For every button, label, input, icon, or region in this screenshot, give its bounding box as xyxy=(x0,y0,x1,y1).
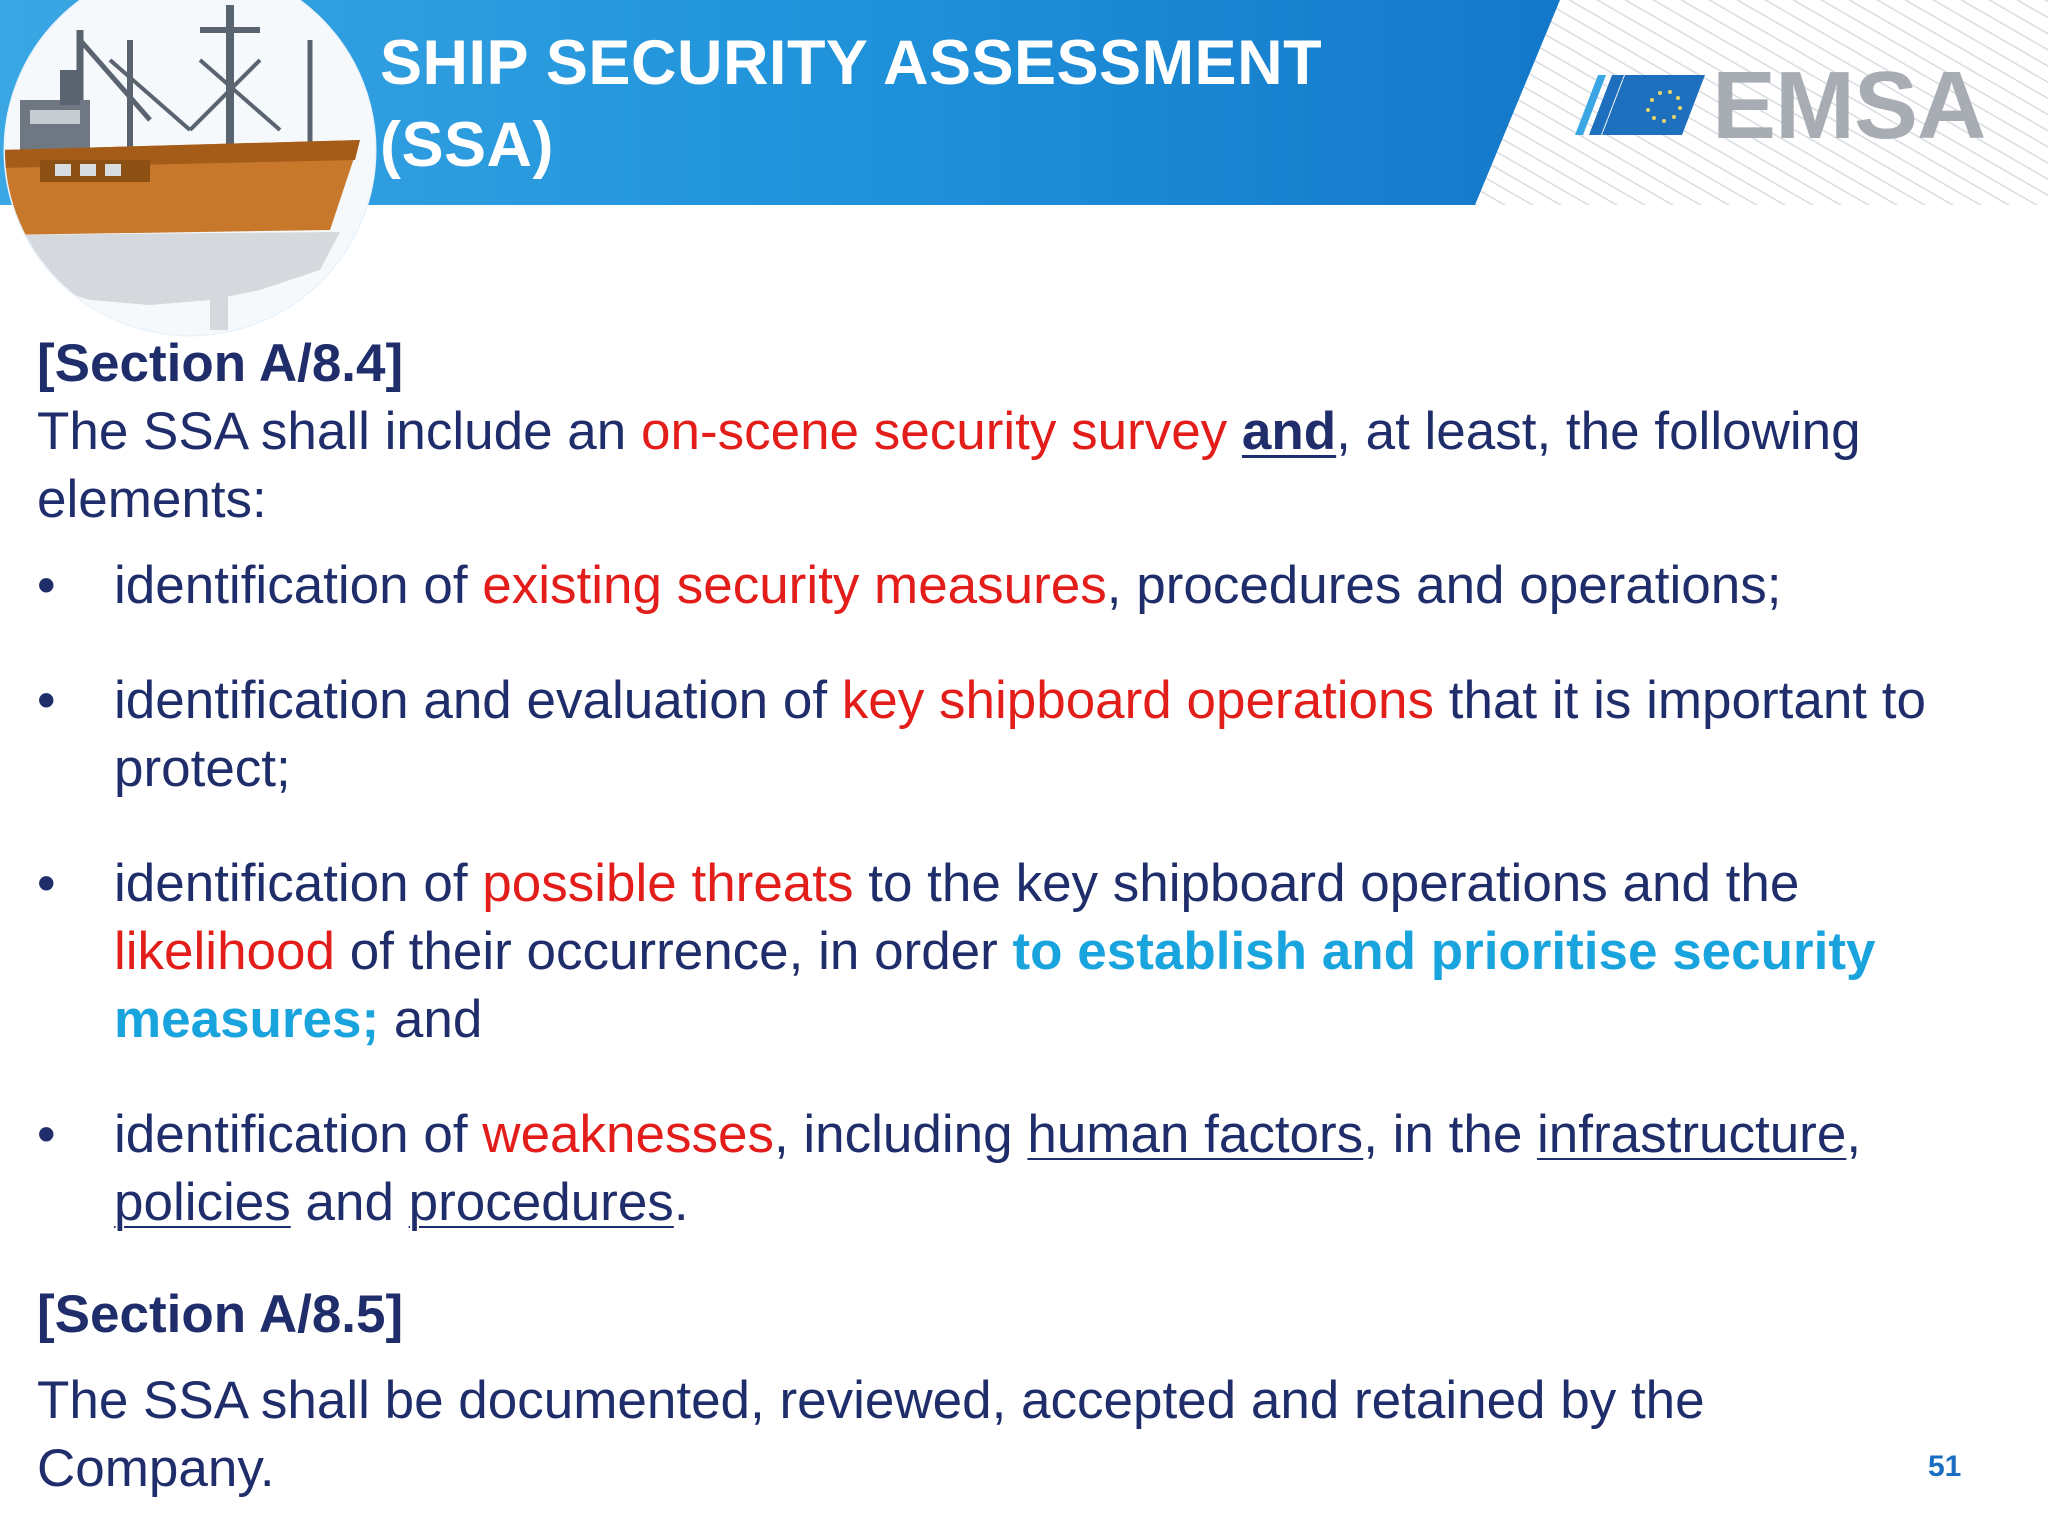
bullet-highlight: existing security measures xyxy=(482,556,1107,615)
title-line-1: SHIP SECURITY ASSESSMENT xyxy=(380,28,1323,98)
page-title xyxy=(380,22,1480,186)
bullet-marker: • xyxy=(37,1105,56,1164)
bullet-text: , including xyxy=(773,1105,1028,1164)
bullet-text: identification of xyxy=(114,556,483,615)
emsa-logo: EMSA xyxy=(1712,52,1986,159)
bullet-text: identification of xyxy=(114,1105,483,1164)
intro-highlight: on-scene security survey xyxy=(641,402,1228,461)
bullet-text: to the key shipboard operations and the xyxy=(853,854,1800,913)
section-heading-a84: [Section A/8.4] xyxy=(37,334,404,393)
bullet-text: , in the xyxy=(1363,1105,1538,1164)
intro-paragraph xyxy=(37,398,2007,534)
bullet-text: and xyxy=(290,1173,409,1232)
intro-text: The SSA shall include an xyxy=(37,402,641,461)
list-item xyxy=(37,667,2007,803)
title-line-2: (SSA) xyxy=(380,110,554,180)
section-heading-a85: [Section A/8.5] xyxy=(37,1285,404,1344)
slide-content xyxy=(37,330,2007,1503)
ship-illustration xyxy=(0,0,380,340)
list-item xyxy=(37,1101,2007,1237)
bullet-marker: • xyxy=(37,556,56,615)
bullet-highlight: key shipboard operations xyxy=(841,671,1435,730)
list-item xyxy=(37,552,2007,620)
bullet-underlined: procedures xyxy=(408,1173,674,1232)
list-item xyxy=(37,850,2007,1054)
bullet-text: of their occurrence, in order xyxy=(334,922,1013,981)
elements-list xyxy=(37,552,2007,1237)
bullet-underlined: infrastructure xyxy=(1537,1105,1847,1164)
bullet-marker: • xyxy=(37,671,56,730)
bullet-text: . xyxy=(673,1173,689,1232)
bullet-text: that it is important to protect; xyxy=(114,671,1926,798)
intro-and-emphasis: and xyxy=(1241,402,1337,461)
bullet-text: and xyxy=(379,990,483,1049)
bullet-text: identification and evaluation of xyxy=(114,671,842,730)
bullet-highlight: weaknesses xyxy=(482,1105,774,1164)
page-number: 51 xyxy=(1928,1450,1962,1483)
bullet-emphasis: to establish and prioritise security measures; xyxy=(114,922,1876,1049)
intro-text-end: , at least, the following elements: xyxy=(37,402,1861,529)
bullet-underlined: human factors xyxy=(1027,1105,1364,1164)
bullet-highlight: possible threats xyxy=(482,854,854,913)
closing-paragraph: The SSA shall be documented, reviewed, accepted and retained by the Company. xyxy=(37,1371,1705,1498)
bullet-marker: • xyxy=(37,854,56,913)
bullet-text: identification of xyxy=(114,854,483,913)
bullet-text: , procedures and operations; xyxy=(1106,556,1782,615)
bullet-text: , xyxy=(1846,1105,1862,1164)
bullet-highlight: likelihood xyxy=(114,922,335,981)
bullet-underlined: policies xyxy=(114,1173,291,1232)
intro-space xyxy=(1227,402,1242,461)
